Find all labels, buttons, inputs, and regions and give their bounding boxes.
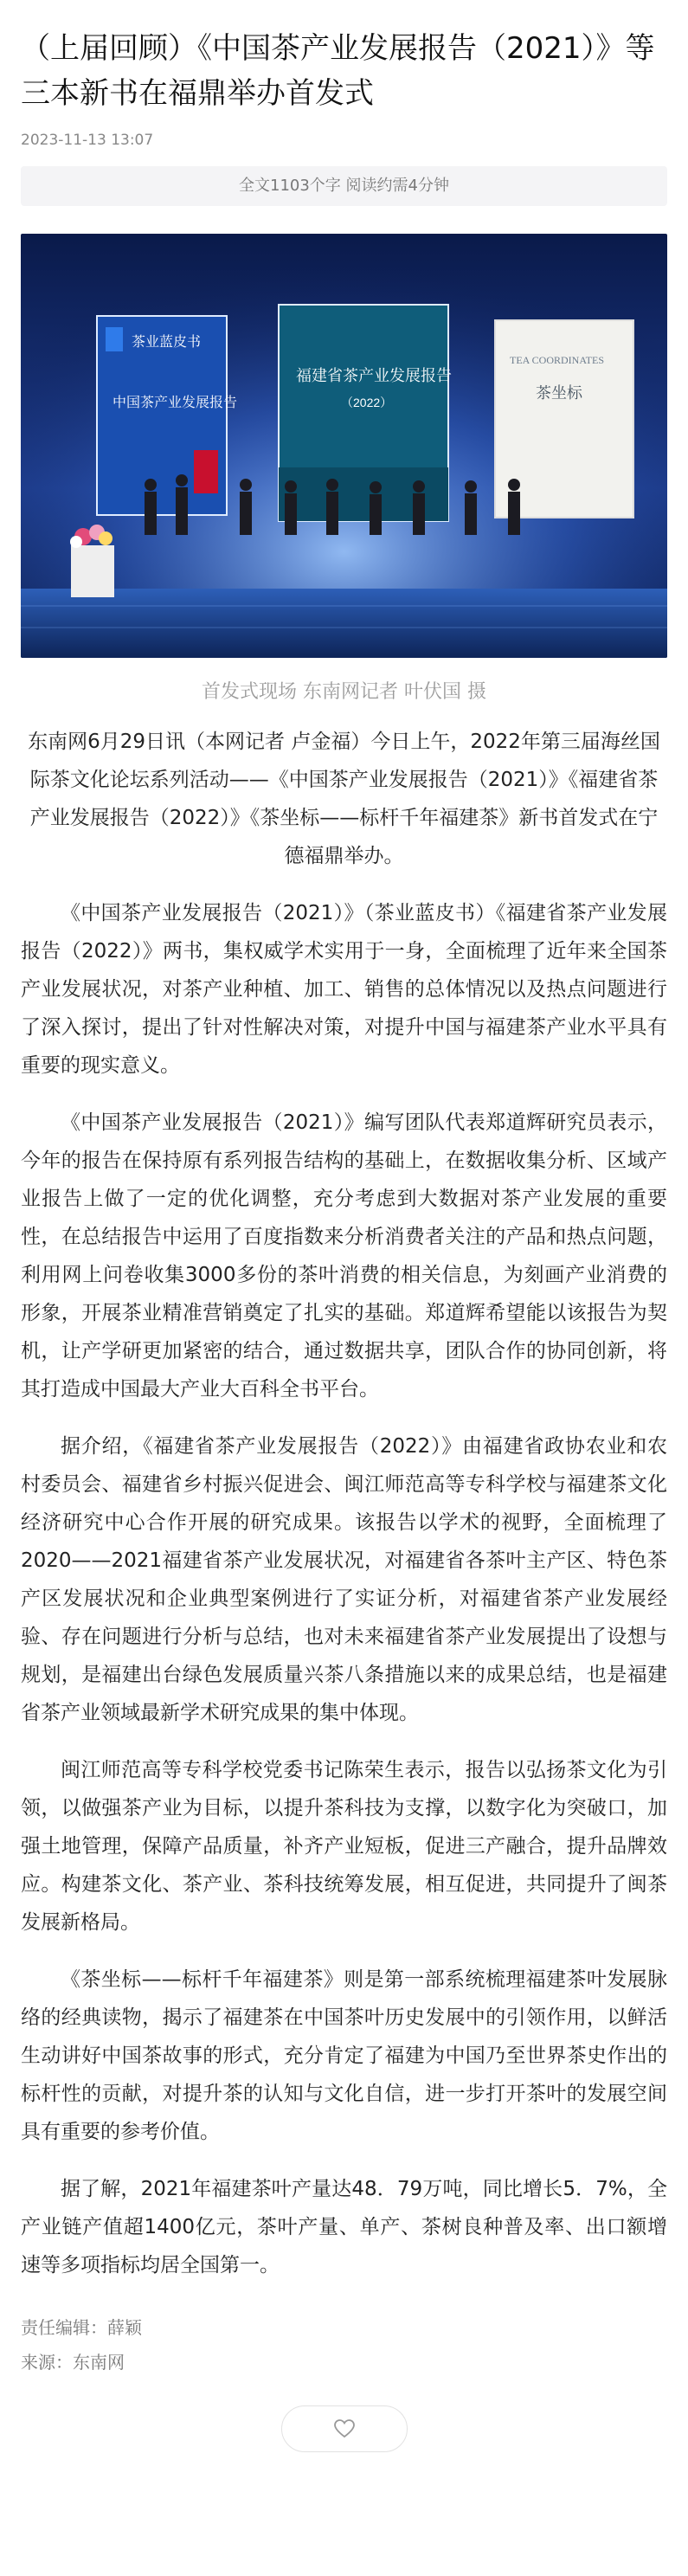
book-blue-cover <box>97 316 237 515</box>
book2-year-label: （2022） <box>341 396 393 409</box>
book-green-cover <box>279 305 452 521</box>
body-paragraph: 《中国茶产业发展报告（2021）》（茶业蓝皮书）《福建省茶产业发展报告（2022）》两书，集权威学术实用于一身，全面梳理了近年来全国茶产业发展状况，对茶产业种植、加工、销售的总体情况以及热点问题进行了深入探讨，提出了针对性解决对策，对提升中国与福建茶产业水平具有重要的现实意义。 <box>21 902 667 1077</box>
word-count-banner: 全文1103个字 阅读约需4分钟 <box>21 166 667 206</box>
lead-paragraph: 东南网6月29日讯（本网记者 卢金福）今日上午，2022年第三届海丝国际茶文化论坛系列活动——《中国茶产业发展报告（2021）》《福建省茶产业发展报告（2022）》《茶坐标——标杆千年福建茶》新书首发式在宁德福鼎举办。 <box>28 731 660 867</box>
podium <box>70 525 114 597</box>
body-paragraph: 据介绍，《福建省茶产业发展报告（2022）》由福建省政协农业和农村委员会、福建省乡村振兴促进会、闽江师范高等专科学校与福建茶文化经济研究中心合作开展的研究成果。该报告以学术的视野，全面梳理了2020——2021福建省茶产业发展状况，对福建省各茶叶主产区、特色茶产区发展状况和企业典型案例进行了实证分析，对福建省茶产业发展经验、存在问题进行分析与总结，也对未来福建省茶产业发展提出了设想与规划，是福建出台绿色发展质量兴茶八条措施以来的成果总结，也是福建省茶产业领域最新学术研究成果的集中体现。 <box>21 1435 667 1724</box>
publish-date: 2023-11-13 13:07 <box>21 132 154 149</box>
body-paragraph: 闽江师范高等专科学校党委书记陈荣生表示，报告以弘扬茶文化为引领，以做强茶产业为目标，以提升茶科技为支撑，以数字化为突破口，加强土地管理，保障产品质量，补齐产业短板，促进三产融合，提升品牌效应。构建茶文化、茶产业、茶科技统筹发展，相互促进，共同提升了闽茶发展新格局。 <box>21 1759 667 1934</box>
like-area <box>21 2405 667 2452</box>
article-title: （上届回顾）《中国茶产业发展报告（2021）》等三本新书在福鼎举办首发式 <box>21 31 655 111</box>
heart-icon <box>334 2419 355 2438</box>
book1-title-label: 中国茶产业发展报告 <box>113 396 238 410</box>
book2-title-label: 福建省茶产业发展报告 <box>296 367 452 384</box>
book3-latin-label: TEA COORDINATES <box>510 354 605 366</box>
body-paragraph: 据了解，2021年福建茶叶产量达48．79万吨，同比增长5．7%，全产业链产值超1400亿元，茶叶产量、单产、茶树良种普及率、出口额增速等多项指标均居全国第一。 <box>21 2178 667 2277</box>
body-paragraph: 《中国茶产业发展报告（2021）》编写团队代表郑道辉研究员表示，今年的报告在保持原有系列报告结构的基础上，在数据收集分析、区域产业报告上做了一定的优化调整，充分考虑到大数据对茶产业发展的重要性，在总结报告中运用了百度指数来分析消费者关注的产品和热点问题，利用网上问卷收集3000多份的茶叶消费的相关信息，为刻画产业消费的形象，开展茶业精准营销奠定了扎实的基础。郑道辉希望能以该报告为契机，让产学研更加紧密的结合，通过数据共享，团队合作的协同创新，将其打造成中国最大产业大百科全书平台。 <box>21 1111 667 1401</box>
article-meta <box>21 2310 667 2380</box>
like-button[interactable] <box>281 2405 408 2452</box>
source-credit: 来源：东南网 <box>21 2352 125 2373</box>
event-photo <box>21 234 667 658</box>
editor-credit: 责任编辑：薛颖 <box>21 2317 142 2338</box>
book1-series-label: 茶业蓝皮书 <box>132 335 202 350</box>
photo-caption: 首发式现场 东南网记者 叶伏国 摄 <box>202 681 486 703</box>
body-paragraph: 《茶坐标——标杆千年福建茶》则是第一部系统梳理福建茶叶发展脉络的经典读物，揭示了福建茶在中国茶叶历史发展中的引领作用，以鲜活生动讲好中国茶故事的形式，充分肯定了福建为中国乃至世界茶史作出的标杆性的贡献，对提升茶的认知与文化自信，进一步打开茶叶的发展空间具有重要的参考价值。 <box>21 1968 667 2143</box>
book3-title-label: 茶坐标 <box>536 384 582 402</box>
